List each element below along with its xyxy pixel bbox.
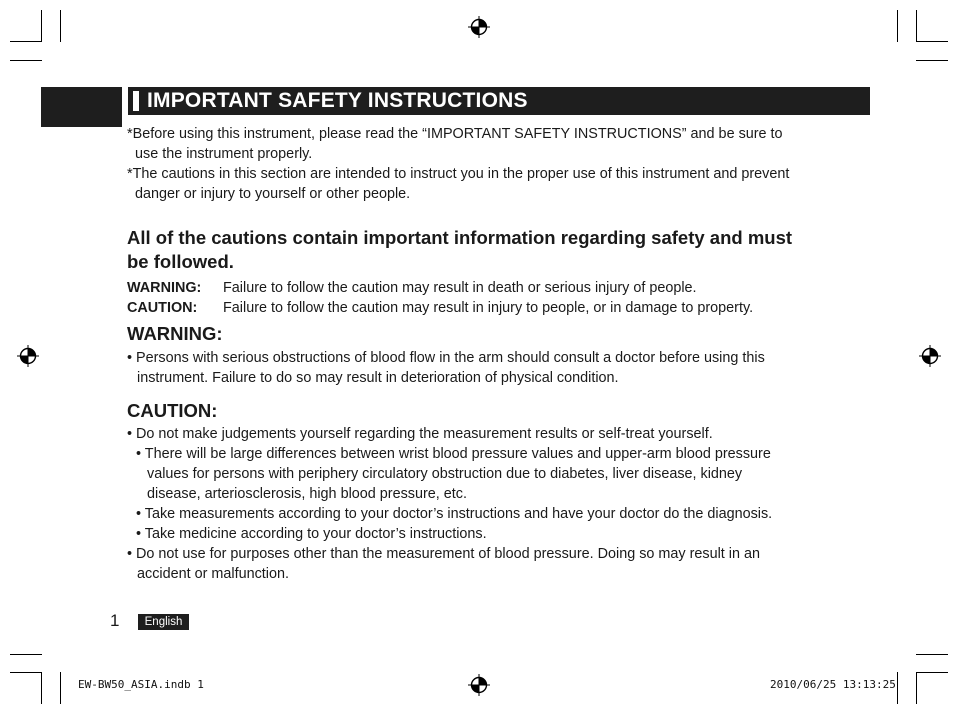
crop-mark <box>916 672 917 704</box>
title-bar <box>128 87 870 115</box>
crop-mark <box>60 10 61 42</box>
file-name: EW-BW50_ASIA.indb 1 <box>78 678 204 691</box>
definition-label: WARNING: <box>127 280 202 296</box>
caution-line: • Do not use for purposes other than the measurement of blood pressure. Doing so may result in an <box>127 546 760 562</box>
registration-mark-icon <box>468 16 490 38</box>
caution-line: • There will be large differences between wrist blood pressure values and upper-arm blood pressure <box>136 446 771 462</box>
definition-caution <box>127 298 753 318</box>
crop-mark <box>916 41 948 42</box>
definition-text: Failure to follow the caution may result in injury to people, or in damage to property. <box>223 300 754 316</box>
crop-mark <box>10 41 42 42</box>
caution-line: • Take medicine according to your doctor’s instructions. <box>136 526 487 542</box>
definition-text: Failure to follow the caution may result in death or serious injury of people. <box>223 280 697 296</box>
crop-mark <box>897 10 898 42</box>
page-title: IMPORTANT SAFETY INSTRUCTIONS <box>147 89 528 112</box>
title-marker <box>133 91 139 111</box>
crop-mark <box>41 10 42 42</box>
registration-mark-icon <box>468 674 490 696</box>
intro-line: danger or injury to yourself or other people. <box>135 186 411 202</box>
warning-heading: WARNING: <box>127 323 223 344</box>
caution-line: accident or malfunction. <box>137 566 289 582</box>
crop-mark <box>60 672 61 704</box>
intro-line: use the instrument properly. <box>135 146 313 162</box>
caution-line: values for persons with periphery circulatory obstruction due to diabetes, liver disease, kidney <box>147 466 743 482</box>
definition-warning <box>127 278 697 298</box>
registration-mark-icon <box>17 345 39 367</box>
crop-mark <box>10 60 42 61</box>
caution-line: disease, arteriosclerosis, high blood pressure, etc. <box>147 486 467 502</box>
intro-line: *The cautions in this section are intended to instruct you in the proper use of this instrument and prevent <box>127 166 790 182</box>
intro-line: *Before using this instrument, please read the “IMPORTANT SAFETY INSTRUCTIONS” and be sure to <box>127 126 783 142</box>
crop-mark <box>916 672 948 673</box>
caution-line: • Take measurements according to your doctor’s instructions and have your doctor do the diagnosis. <box>136 506 773 522</box>
main-heading: be followed. <box>127 251 234 272</box>
page-number: 1 <box>110 611 120 630</box>
print-timestamp: 2010/06/25 13:13:25 <box>770 678 896 691</box>
main-heading: All of the cautions contain important information regarding safety and must <box>127 227 793 248</box>
crop-mark <box>916 10 917 42</box>
warning-line: instrument. Failure to do so may result in deterioration of physical condition. <box>137 370 619 386</box>
registration-mark-icon <box>919 345 941 367</box>
crop-mark <box>41 672 42 704</box>
definition-label: CAUTION: <box>127 300 198 316</box>
warning-line: • Persons with serious obstructions of blood flow in the arm should consult a doctor before using this <box>127 350 765 366</box>
caution-heading: CAUTION: <box>127 400 218 421</box>
crop-mark <box>916 60 948 61</box>
crop-mark <box>10 672 42 673</box>
crop-mark <box>916 654 948 655</box>
section-tab-block <box>41 87 122 127</box>
caution-line: • Do not make judgements yourself regarding the measurement results or self-treat yourself. <box>127 426 713 442</box>
crop-mark <box>897 672 898 704</box>
language-badge: English <box>138 614 189 630</box>
crop-mark <box>10 654 42 655</box>
